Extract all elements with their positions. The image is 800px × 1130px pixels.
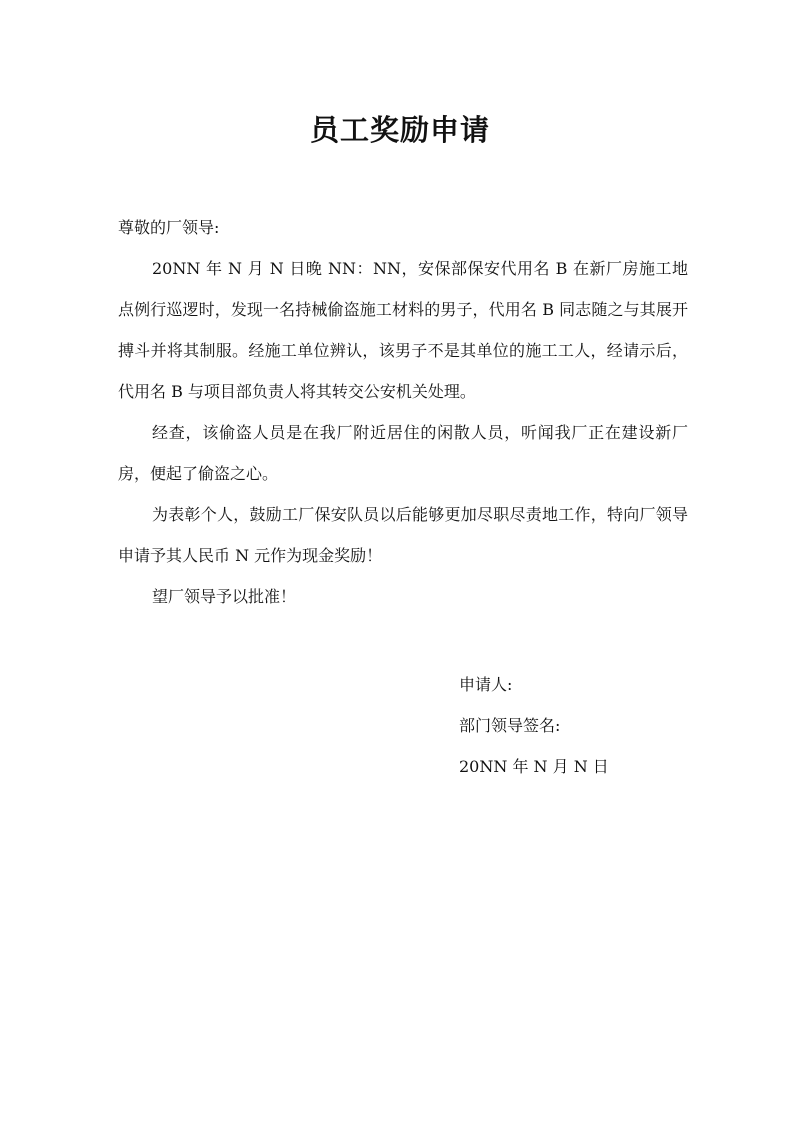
paragraph-closing: 望厂领导予以批准！ bbox=[152, 587, 297, 606]
salutation: 尊敬的厂领导: bbox=[118, 218, 220, 237]
page-title: 员工奖励申请 bbox=[309, 113, 490, 147]
applicant-label: 申请人: bbox=[459, 675, 513, 694]
date-line: 20NN 年 N 月 N 日 bbox=[459, 757, 609, 776]
letter-body bbox=[118, 207, 688, 617]
paragraph-investigation: 经查，该偷盗人员是在我厂附近居住的闲散人员，听闻我厂正在建设新厂房，便起了偷盗之心。 bbox=[118, 423, 688, 483]
paragraph-request: 为表彰个人，鼓励工厂保安队员以后能够更加尽职尽责地工作，特向厂领导申请予其人民币 N 元作为现金奖励！ bbox=[118, 505, 688, 565]
signature-block bbox=[459, 664, 719, 787]
department-leader-label: 部门领导签名: bbox=[459, 716, 561, 735]
paragraph-incident: 20NN 年 N 月 N 日晚 NN：NN，安保部保安代用名 B 在新厂房施工地点例行巡逻时，发现一名持械偷盗施工材料的男子，代用名 B 同志随之与其展开搏斗并将其制服。经施工单位辨认，该男子不是其单位的施工工人，经请示后，代用名 B 与项目部负责人将其转交公安机关处理。 bbox=[118, 259, 688, 401]
